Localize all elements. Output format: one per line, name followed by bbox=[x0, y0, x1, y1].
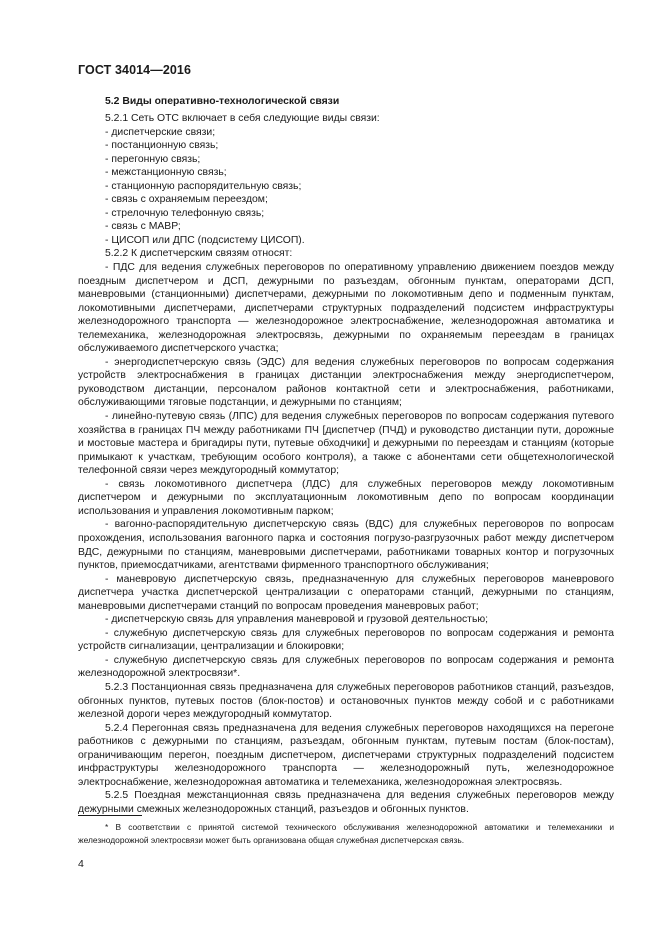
list-item: - перегонную связь; bbox=[105, 153, 201, 165]
paragraph-5-2-2: 5.2.2 К диспетчерским связям относят: bbox=[105, 248, 293, 260]
list-item: - постанционную связь; bbox=[105, 140, 219, 152]
dispatch-item: - вагонно-распорядительную диспетчерскую связь (ВДС) для служебных переговоров по вопросам прохождения, использования вагонного парка и состояния погрузо-разгрузочных работ между диспетчером ВДС, дежурными по станциям, маневровыми диспетчерами, работниками товарных контор и погрузочных пунктов, приемосдатчиками, агентствами фирменного транспортного обслуживания; bbox=[78, 519, 614, 572]
dispatch-item: - линейно-путевую связь (ЛПС) для ведения служебных переговоров по вопросам содержания путевого хозяйства в границах ПЧ между работниками ПЧ [диспетчер (ПЧД) и руководство дистанции пути, дорожные и мостовые мастера и бригадиры пути, путевые обходчики] и дежурными по переездам и станциям (которые примыкают к участкам, требующим особого контроля), а также с абонентами сети общетехнологической телефонной связи через междугородный коммутатор; bbox=[78, 411, 614, 477]
paragraph-5-2-4: 5.2.4 Перегонная связь предназначена для ведения служебных переговоров находящихся на перегоне работников с дежурными по станциям, разъездам, обгонным пунктам, путевым постам (блок-постам), ограничивающим перегон, поездным диспетчером, диспетчерами структурных подразделений подсистем инфраструктуры железнодорожного транспорта — железнодорожный путь, железнодорожное электроснабжение, железнодорожная автоматика и телемеханика, железнодорожная электросвязь. bbox=[78, 722, 614, 788]
dispatch-item: - связь локомотивного диспетчера (ЛДС) для служебных переговоров между локомотивным диспетчером и дежурными по эксплуатационным локомотивным депо по вопросам координации использования и управления локомотивным парком; bbox=[78, 478, 614, 517]
dispatch-item: - энергодиспетчерскую связь (ЭДС) для ведения служебных переговоров по вопросам содержания устройств электроснабжения в границах дистанции электроснабжения между энергодиспетчером, руководством дистанции, персоналом районов контактной сети и электроснабжения, работниками, обслуживающими тяговые подстанции, и дежурными по станциям; bbox=[78, 356, 614, 409]
document-body bbox=[78, 95, 614, 816]
paragraph-5-2-1: 5.2.1 Сеть ОТС включает в себя следующие виды связи: bbox=[105, 113, 380, 124]
dispatch-item: - диспетчерскую связь для управления маневровой и грузовой деятельностью; bbox=[105, 614, 489, 626]
dispatch-item: - маневровую диспетчерскую связь, предназначенную для служебных переговоров маневрового диспетчера участка диспетчерской централизации с операторами станций, дежурными по станциям, маневровыми диспетчерами станций по вопросам проведения маневровых работ; bbox=[78, 573, 614, 612]
list-item: - межстанционную связь; bbox=[105, 167, 227, 179]
list-item: - диспетчерские связи; bbox=[105, 126, 216, 138]
list-item: - стрелочную телефонную связь; bbox=[105, 207, 265, 219]
list-item: - ЦИСОП или ДПС (подсистему ЦИСОП). bbox=[105, 234, 305, 246]
section-title: 5.2 Виды оперативно-технологической связи bbox=[105, 96, 340, 107]
page-number: 4 bbox=[78, 858, 84, 870]
dispatch-item: - служебную диспетчерскую связь для служебных переговоров по вопросам содержания и ремонта устройств сигнализации, централизации и блокировки; bbox=[78, 627, 614, 653]
dispatch-item: - ПДС для ведения служебных переговоров по оперативному управлению движением поездов между поездным диспетчером и ДСП, дежурными по разъездам, обгонным пунктам, операторами ДСП, маневровыми (станционными) диспетчерами, дежурными по локомотивным депо и подменным пунктам, локомотивными диспетчерами, диспетчерами структурных подразделений подсистем инфраструктуры железнодорожного транспорта — железнодорожное электроснабжение, железнодорожная автоматика и телемеханика, железнодорожная электросвязь, дежурными по охраняемым переездам в границах обслуживаемого диспетчерского участка; bbox=[78, 262, 614, 355]
list-item: - связь с охраняемым переездом; bbox=[105, 194, 268, 206]
footnote: * В соответствии с принятой системой технического обслуживания железнодорожной автоматики и телемеханики и железнодорожной электросвязи может быть организована общая служебная диспетчерская связь. bbox=[78, 822, 614, 845]
list-item: - связь с МАВР; bbox=[105, 221, 181, 233]
dispatch-item: - служебную диспетчерскую связь для служебных переговоров по вопросам содержания и ремонта железнодорожной электросвязи*. bbox=[78, 654, 614, 680]
footnote-divider bbox=[78, 815, 142, 816]
paragraph-5-2-5: 5.2.5 Поездная межстанционная связь предназначена для ведения служебных переговоров между дежурными смежных железнодорожных станций, разъездов и обгонных пунктов. bbox=[78, 790, 614, 815]
list-item: - станционную распорядительную связь; bbox=[105, 180, 302, 192]
paragraph-5-2-3: 5.2.3 Постанционная связь предназначена для служебных переговоров работников станций, разъездов, обгонных пунктов, путевых постов (блок-постов) и остановочных пунктов между собой и с работниками железной дороги через междугородный коммутатор. bbox=[78, 681, 614, 721]
document-header: ГОСТ 34014—2016 bbox=[78, 63, 192, 77]
